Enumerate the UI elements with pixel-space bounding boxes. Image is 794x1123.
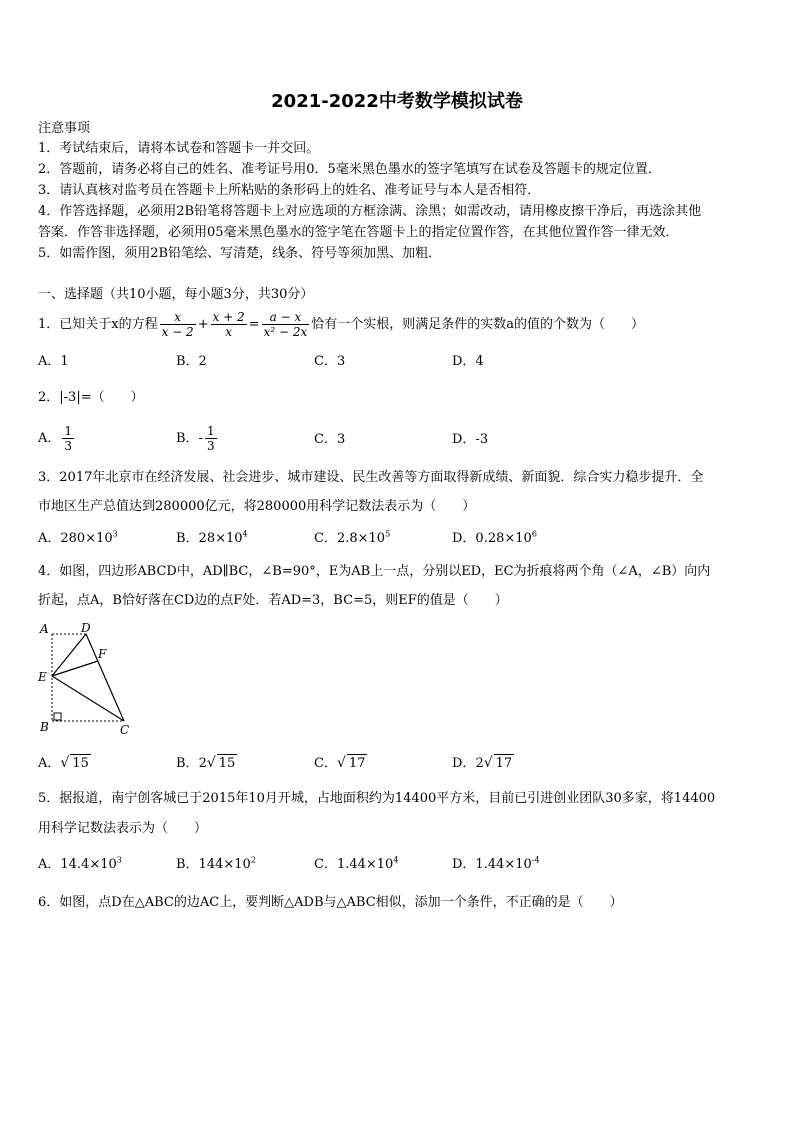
- notice-item: 4．作答选择题，必须用2B铅笔将答题卡上对应选项的方框涂满、涂黑；如需改动，请用橡皮擦干净后，再选涂其他: [38, 204, 702, 219]
- exponent: 2: [250, 855, 256, 865]
- radicand: 17: [348, 756, 366, 771]
- question-5-line-2: 用科学记数法表示为（ ）: [38, 821, 208, 836]
- q1-option-d: D．4: [452, 354, 484, 369]
- exponent: -4: [531, 855, 540, 865]
- option-text: C．2.8×10: [314, 531, 386, 546]
- exponent: 6: [531, 529, 537, 539]
- question-6-stem: 6．如图，点D在△ABC的边AC上，要判断△ADB与△ABC相似，添加一个条件，不正确的是（ ）: [38, 895, 623, 910]
- segment-ed: [52, 634, 86, 676]
- q5-option-d: [452, 856, 540, 874]
- notice-item: 2．答题前，请务必将自己的姓名、准考证号用0．5毫米黑色墨水的签字笔填写在试卷及答题卡的规定位置．: [38, 162, 661, 177]
- option-text: C．1.44×10: [314, 857, 394, 872]
- q1-fraction-3: [262, 310, 310, 339]
- option-label: D．: [452, 756, 476, 771]
- option-label: A．: [38, 756, 61, 771]
- q1-fraction-2: [211, 310, 247, 339]
- fraction-denominator: x: [225, 325, 233, 339]
- notice-heading: 注意事项: [38, 121, 91, 136]
- exponent: 3: [112, 529, 118, 539]
- exponent: 5: [385, 529, 391, 539]
- option-text: B．144×10: [176, 857, 251, 872]
- radical-sign: √: [483, 755, 493, 771]
- label-d: D: [81, 621, 91, 635]
- fraction-numerator: 1: [206, 424, 215, 438]
- question-3-line-1: 3．2017年北京市在经济发展、社会进步、城市建设、民生改善等方面取得新成绩、新面貌．综合实力稳步提升．全: [38, 470, 704, 485]
- question-4-line-2: 折起，点A，B恰好落在CD边的点F处．若AD=3，BC=5，则EF的值是（ ）: [38, 593, 508, 608]
- label-c: C: [120, 723, 130, 737]
- radicand: 17: [495, 756, 513, 771]
- q2-option-b: [176, 422, 219, 456]
- q1-option-b: B．2: [176, 354, 207, 369]
- q3-option-c: [314, 530, 390, 548]
- radicand: 15: [72, 756, 89, 771]
- question-2-stem: 2．|-3|=（ ）: [38, 390, 144, 405]
- fraction-denominator: x² − 2x: [263, 325, 308, 339]
- q3-option-d: [452, 530, 537, 548]
- radical-sign: √: [206, 755, 216, 771]
- radical-sign: √: [336, 755, 346, 771]
- q1-fraction-1: [160, 310, 196, 339]
- fraction-denominator: 3: [64, 439, 73, 453]
- segment-ef: [52, 661, 98, 676]
- option-label: A．: [38, 431, 61, 446]
- q4-geometry-figure: [34, 620, 134, 738]
- question-4-line-1: 4．如图，四边形ABCD中，AD∥BC，∠B=90°，E为AB上一点，分别以ED，EC为折痕将两个角（∠A，∠B）向内: [38, 564, 711, 579]
- segment-ec: [52, 676, 124, 721]
- label-a: A: [40, 622, 49, 636]
- radical-sign: √: [60, 755, 70, 771]
- q5-option-b: [176, 856, 256, 874]
- question-1-stem: [38, 308, 644, 342]
- q3-option-b: [176, 530, 248, 548]
- option-text: D．1.44×10: [452, 857, 532, 872]
- fraction-numerator: x: [160, 310, 196, 325]
- option-text: D．0.28×10: [452, 531, 532, 546]
- q5-option-a: [38, 856, 122, 874]
- exponent: 4: [242, 529, 248, 539]
- notice-item: 5．如需作图，须用2B铅笔绘、写清楚，线条、符号等须加黑、加粗．: [38, 246, 442, 261]
- label-e: E: [38, 670, 47, 684]
- q1-option-a: A．1: [38, 354, 69, 369]
- exam-title: 2021-2022中考数学模拟试卷: [271, 91, 523, 112]
- label-b: B: [40, 720, 49, 734]
- q4-option-d: [452, 754, 514, 773]
- coefficient: 2: [198, 756, 207, 771]
- q4-option-b: [176, 754, 237, 773]
- option-text: A．280×10: [38, 531, 113, 546]
- option-label: B．-: [176, 431, 203, 446]
- q2-option-c: C．3: [314, 432, 346, 447]
- fraction-numerator: 1: [64, 424, 73, 438]
- q2-fraction-b: [205, 424, 217, 453]
- q2-option-d: D．-3: [452, 432, 489, 447]
- notice-item: 3．请认真核对监考员在答题卡上所粘贴的条形码上的姓名、准考证号与本人是否相符．: [38, 183, 541, 198]
- radicand: 15: [218, 756, 236, 771]
- q4-option-c: [314, 754, 367, 773]
- label-f: F: [98, 647, 107, 661]
- coefficient: 2: [475, 756, 484, 771]
- q1-prefix: 1．已知关于x的方程: [38, 317, 158, 332]
- right-angle-marker: [54, 713, 61, 720]
- option-text: A．14.4×10: [38, 857, 117, 872]
- notice-item: 1．考试结束后，请将本试卷和答题卡一并交回。: [38, 141, 320, 156]
- question-5-line-1: 5．据报道，南宁创客城已于2015年10月开城，占地面积约为14400平方米，目前已引进创业团队30多家，将14400: [38, 791, 716, 806]
- section-heading: 一、选择题（共10小题，每小题3分，共30分）: [38, 287, 314, 302]
- q5-option-c: [314, 856, 398, 874]
- fraction-numerator: a − x: [262, 310, 310, 325]
- option-text: B．28×10: [176, 531, 243, 546]
- q1-suffix: 恰有一个实根，则满足条件的实数a的值的个数为（ ）: [311, 317, 645, 332]
- equals-sign: =: [248, 317, 260, 332]
- q3-option-a: [38, 530, 118, 548]
- exponent: 3: [116, 855, 122, 865]
- exponent: 4: [393, 855, 399, 865]
- fraction-denominator: 3: [206, 439, 215, 453]
- q2-fraction-a: [62, 424, 74, 453]
- fraction-denominator: x − 2: [161, 325, 194, 339]
- option-label: C．: [314, 756, 337, 771]
- q4-option-a: [38, 754, 91, 773]
- option-label: B．: [176, 756, 199, 771]
- q2-option-a: [38, 422, 76, 456]
- fraction-numerator: x + 2: [212, 310, 245, 324]
- question-3-line-2: 市地区生产总值达到280000亿元，将280000用科学记数法表示为（ ）: [38, 499, 476, 514]
- q1-option-c: C．3: [314, 354, 346, 369]
- plus-sign: +: [197, 317, 209, 332]
- notice-item: 答案．作答非选择题，必须用05毫米黑色墨水的签字笔在答题卡上的指定位置作答，在其他位置作答一律无效．: [38, 225, 679, 240]
